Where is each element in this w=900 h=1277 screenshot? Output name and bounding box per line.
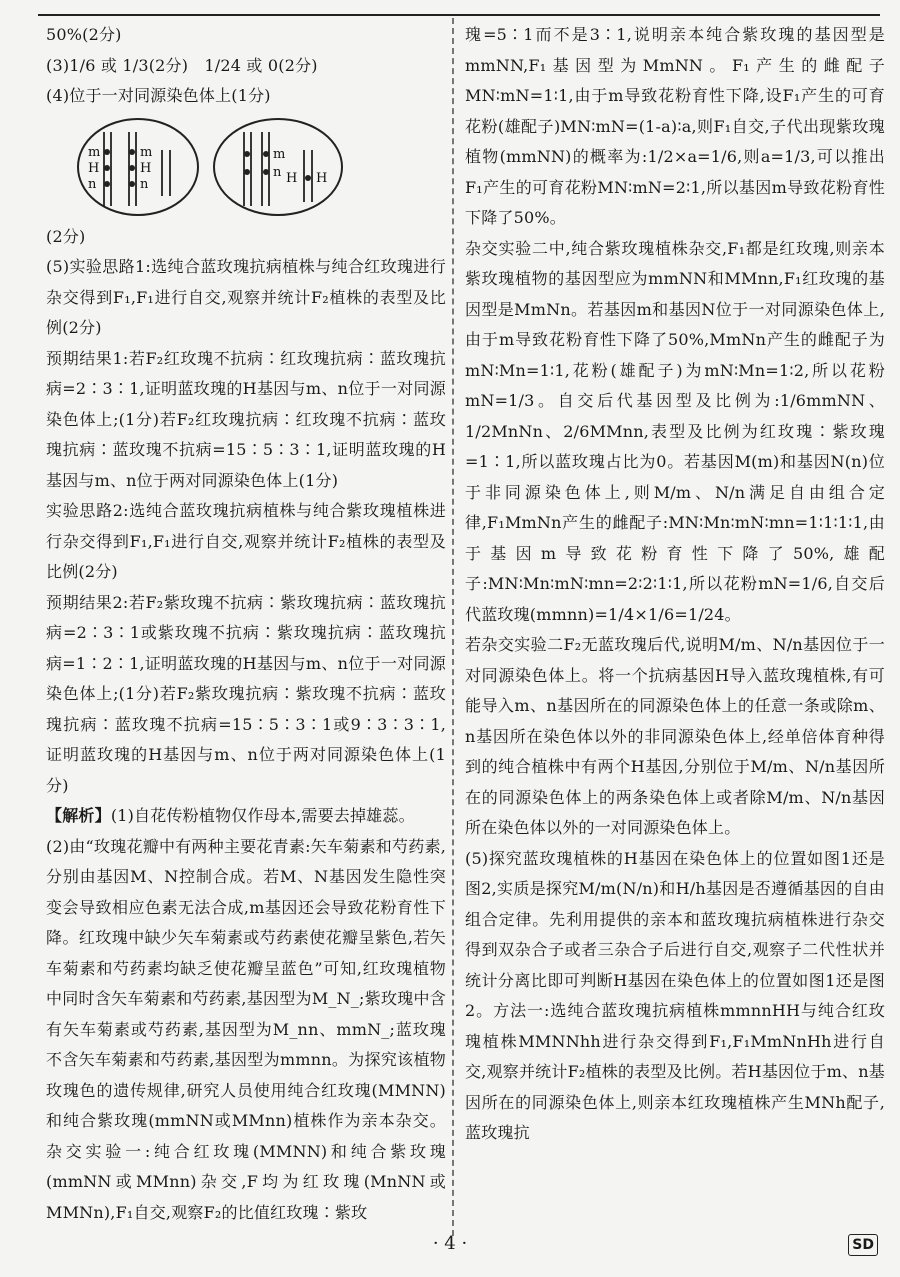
right-column bbox=[465, 20, 885, 1149]
answer-line: (3)1/6 或 1/3(2分) 1/24 或 0(2分) bbox=[46, 55, 318, 75]
analysis-text: (1)自花传粉植物仅作母本,需要去掉雄蕊。 bbox=[110, 806, 415, 825]
top-rule bbox=[38, 14, 880, 16]
analysis-paragraph bbox=[46, 801, 446, 832]
chromosome-diagram bbox=[74, 116, 446, 218]
gene-label: m bbox=[140, 144, 153, 160]
answer-paragraph: 实验思路2:选纯合蓝玫瑰抗病植株与纯合紫玫瑰植株进行杂交得到F₁,F₁进行自交,观察并统计F₂植株的表型及比例(2分) bbox=[46, 501, 446, 581]
analysis-paragraph: 若杂交实验二F₂无蓝玫瑰后代,说明M/m、N/n基因位于一对同源染色体上。将一个抗病基因H导入蓝玫瑰植株,有可能导入m、n基因所在的同源染色体上的任意一条或除m、n基因所在染色体以外的非同源染色体上,经单倍体育种得到的纯合植株中有两个H基因,分别位于M/m、N/n基因所在的同源染色体上的两条染色体上或者除M/m、N/n基因所在染色体以外的一对同源染色体上。 bbox=[465, 635, 885, 837]
answer-paragraph: 预期结果1:若F₂红玫瑰不抗病∶红玫瑰抗病∶蓝玫瑰抗病=2∶3∶1,证明蓝玫瑰的H基因与m、n位于一对同源染色体上;(1分)若F₂红玫瑰抗病∶红玫瑰不抗病∶蓝玫瑰抗病∶蓝玫瑰不抗病=15∶5∶3∶1,证明蓝玫瑰的H基因与m、n位于两对同源染色体上(1分) bbox=[46, 348, 446, 490]
gene-label: H bbox=[316, 170, 328, 186]
answer-line: (4)位于一对同源染色体上(1分) bbox=[46, 86, 271, 105]
chromosome-figure bbox=[74, 116, 384, 218]
gene-label: m bbox=[273, 146, 286, 162]
gene-label: n bbox=[273, 164, 282, 180]
analysis-paragraph: (2)由“玫瑰花瓣中有两种主要花青素:矢车菊素和芍药素,分别由基因M、N控制合成。若M、N基因发生隐性突变会导致相应色素无法合成,m基因还会导致花粉育性下降。红玫瑰中缺少矢车菊素或芍药素使花瓣呈紫色,若矢车菊素和芍药素均缺乏使花瓣呈蓝色”可知,红玫瑰植物中同时含矢车菊素和芍药素,基因型为M_N_;紫玫瑰中含有矢车菊素或芍药素,基因型为M_nn、mmN_;蓝玫瑰不含矢车菊素和芍药素,基因型为mmnn。为探究该植物玫瑰色的遗传规律,研究人员使用纯合红玫瑰(MMNN)和纯合紫玫瑰(mmNN或MMnn)植株作为亲本杂交。杂交实验一:纯合红玫瑰(MMNN)和纯合紫玫瑰(mmNN或MMnn)杂交,F均为红玫瑰(MnNN或MMNn),F₁自交,观察F₂的比值红玫瑰∶紫玫 bbox=[46, 836, 446, 1222]
analysis-tag: 【解析】 bbox=[46, 806, 111, 825]
gene-label: n bbox=[88, 176, 97, 192]
gene-label: H bbox=[140, 160, 152, 176]
analysis-paragraph: 杂交实验二中,纯合紫玫瑰植株杂交,F₁都是红玫瑰,则亲本紫玫瑰植物的基因型应为mmNN和MMnn,F₁红玫瑰的基因型是MmNn。若基因m和基因N位于一对同源染色体上,由于m导致花粉育性下降了50%,MmNn产生的雌配子为mN∶Mn=1∶1,花粉(雄配子)为mN∶Mn=1∶2,所以花粉mN=1/3。自交后代基因型及比例为:1/6mmNN、1/2MnNn、2/6MMnn,表型及比例为红玫瑰∶紫玫瑰=1∶1,所以蓝玫瑰占比为0。若基因M(m)和基因N(n)位于非同源染色体上,则M/m、N/n满足自由组合定律,F₁MmNn产生的雌配子:MN∶Mn∶mN∶mn=1∶1∶1∶1,由于基因m导致花粉育性下降了50%,雄配子:MN∶Mn∶mN∶mn=2∶2∶1∶1,所以花粉mN=1/6,自交后代蓝玫瑰(mmnn)=1/4×1/6=1/24。 bbox=[465, 238, 885, 624]
column-divider bbox=[452, 18, 454, 1236]
gene-label: H bbox=[286, 170, 298, 186]
answer-line: 50%(2分) bbox=[46, 25, 122, 44]
answer-line: (2分) bbox=[46, 226, 86, 246]
gene-label: n bbox=[140, 176, 149, 192]
left-column bbox=[46, 20, 446, 1228]
publisher-badge: SD bbox=[848, 1234, 878, 1256]
gene-label: m bbox=[88, 144, 101, 160]
analysis-paragraph: 瑰=5∶1而不是3∶1,说明亲本纯合紫玫瑰的基因型是mmNN,F₁基因型为MmNN。F₁产生的雌配子MN∶mN=1∶1,由于m导致花粉育性下降,设F₁产生的可育花粉(雄配子)MN∶mN=(1-a)∶a,则F₁自交,子代出现紫玫瑰植物(mmNN)的概率为:1/2×a=1/6,则a=1/3,可以推出F₁产生的可育花粉MN∶mN=2∶1,所以基因m导致花粉育性下降了50%。 bbox=[465, 25, 885, 227]
answer-paragraph: 预期结果2:若F₂紫玫瑰不抗病∶紫玫瑰抗病∶蓝玫瑰抗病=2∶3∶1或紫玫瑰不抗病∶紫玫瑰抗病∶蓝玫瑰抗病=1∶2∶1,证明蓝玫瑰的H基因与m、n位于一对同源染色体上;(1分)若F₂紫玫瑰抗病∶紫玫瑰不抗病∶蓝玫瑰抗病∶蓝玫瑰不抗病=15∶5∶3∶1或9∶3∶3∶1,证明蓝玫瑰的H基因与m、n位于两对同源染色体上(1分) bbox=[46, 592, 446, 795]
page-number: · 4 · bbox=[432, 1233, 468, 1254]
answer-paragraph: (5)实验思路1:选纯合蓝玫瑰抗病植株与纯合红玫瑰进行杂交得到F₁,F₁进行自交,观察并统计F₂植株的表型及比例(2分) bbox=[46, 257, 446, 337]
analysis-paragraph: (5)探究蓝玫瑰植株的H基因在染色体上的位置如图1还是图2,实质是探究M/m(N/n)和H/h基因是否遵循基因的自由组合定律。先利用提供的亲本和蓝玫瑰抗病植株进行杂交得到双杂合子或者三杂合子后进行自交,观察子二代性状并统计分离比即可判断H基因在染色体上的位置如图1还是图2。方法一:选纯合蓝玫瑰抗病植株mmnnHH与纯合红玫瑰植株MMNNhh进行杂交得到F₁,F₁MmNnHh进行自交,观察并统计F₂植株的表型及比例。若H基因位于m、n基因所在的同源染色体上,则亲本红玫瑰植株产生MNh配子,蓝玫瑰抗 bbox=[465, 848, 885, 1142]
gene-label: H bbox=[88, 160, 100, 176]
